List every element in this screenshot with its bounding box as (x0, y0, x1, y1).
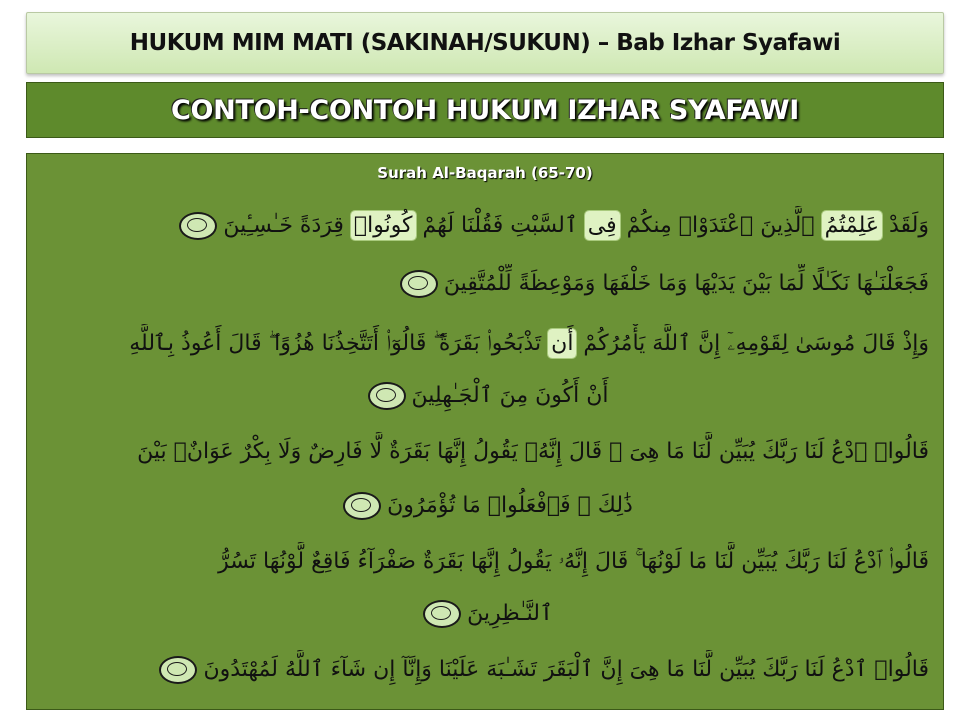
verse-text: ٱلنَّـٰظِرِينَ (467, 601, 553, 626)
ayah-end-marker-icon (179, 212, 217, 240)
verse-text: ذَٰلِكَ ۖ فَٱفْعَلُوا۟ مَا تُؤْمَرُونَ (387, 493, 633, 518)
highlighted-word: أَن (548, 329, 576, 358)
ayah-end-marker-icon (423, 600, 461, 628)
verse-text: ٱلسَّبْتِ فَقُلْنَا لَهُمْ (415, 213, 585, 238)
verse-line-2 (41, 264, 929, 308)
surah-label: Surah Al-Baqarah (65-70) (377, 164, 593, 182)
page-title: HUKUM MIM MATI (SAKINAH/SUKUN) – Bab Izhar Syafawi (129, 30, 841, 56)
subtitle-banner (26, 82, 944, 138)
verse-text: قَالُوا۟ ٱدْعُ لَنَا رَبَّكَ يُبَيِّن لَّنَا مَا هِىَ ۚ قَالَ إِنَّهُۥ يَقُولُ إِنَّهَا بَقَرَةٌ لَّا فَارِضٌ وَلَا بِكْرٌ عَوَانٌۢ بَيْنَ (137, 439, 929, 464)
ayah-end-marker-icon (343, 492, 381, 520)
verse-line-9 (41, 650, 929, 694)
verses-panel (26, 153, 944, 710)
verse-line-6 (41, 486, 929, 530)
verse-text: قَالُوا۟ ٱدْعُ لَنَا رَبَّكَ يُبَيِّن لَّنَا مَا هِىَ إِنَّ ٱلْبَقَرَ تَشَـٰبَهَ عَلَيْنَا وَإِنَّآ إِن شَآءَ ٱللَّهُ لَمُهْتَدُونَ (203, 657, 929, 682)
verse-text: أَنْ أَكُونَ مِنَ ٱلْجَـٰهِلِينَ (411, 383, 609, 408)
verse-text: قَالُوا۟ ٱدْعُ لَنَا رَبَّكَ يُبَيِّن لَّنَا مَا لَوْنُهَا ۚ قَالَ إِنَّهُۥ يَقُولُ إِنَّهَا بَقَرَةٌ صَفْرَآءُ فَاقِعٌ لَّوْنُهَا تَسُرُّ (218, 549, 929, 574)
highlighted-word: كُونُوا۟ (351, 211, 416, 240)
verse-line-1 (41, 206, 929, 250)
verse-text: تَذْبَحُوا۟ بَقَرَةً ۖ قَالُوٓا۟ أَتَتَّخِذُنَا هُزُوًا ۖ قَالَ أَعُوذُ بِٱللَّهِ (129, 331, 549, 356)
verse-text: وَلَقَدْ (882, 213, 929, 238)
ayah-end-marker-icon (159, 656, 197, 684)
verse-line-5 (41, 432, 929, 476)
verse-text: قِرَدَةً خَـٰسِـِٔينَ (223, 213, 351, 238)
verse-line-8 (41, 594, 929, 638)
verse-line-3 (41, 324, 929, 368)
highlighted-word: فِى (585, 211, 620, 240)
ayah-end-marker-icon (400, 270, 438, 298)
highlighted-word: عَلِمْتُمُ (822, 211, 882, 240)
verse-line-4 (41, 376, 929, 420)
section-title: CONTOH-CONTOH HUKUM IZHAR SYAFAWI (170, 94, 799, 126)
ayah-end-marker-icon (368, 382, 406, 410)
verse-text: ٱلَّذِينَ ٱعْتَدَوْا۟ مِنكُمْ (619, 213, 822, 238)
verse-text: وَإِذْ قَالَ مُوسَىٰ لِقَوْمِهِۦٓ إِنَّ ٱللَّهَ يَأْمُرُكُمْ (576, 331, 929, 356)
verse-text: فَجَعَلْنَـٰهَا نَكَـٰلًا لِّمَا بَيْنَ يَدَيْهَا وَمَا خَلْفَهَا وَمَوْعِظَةً لِّلْمُتَّقِينَ (443, 271, 929, 296)
title-banner (26, 12, 944, 74)
verse-line-7 (41, 542, 929, 586)
